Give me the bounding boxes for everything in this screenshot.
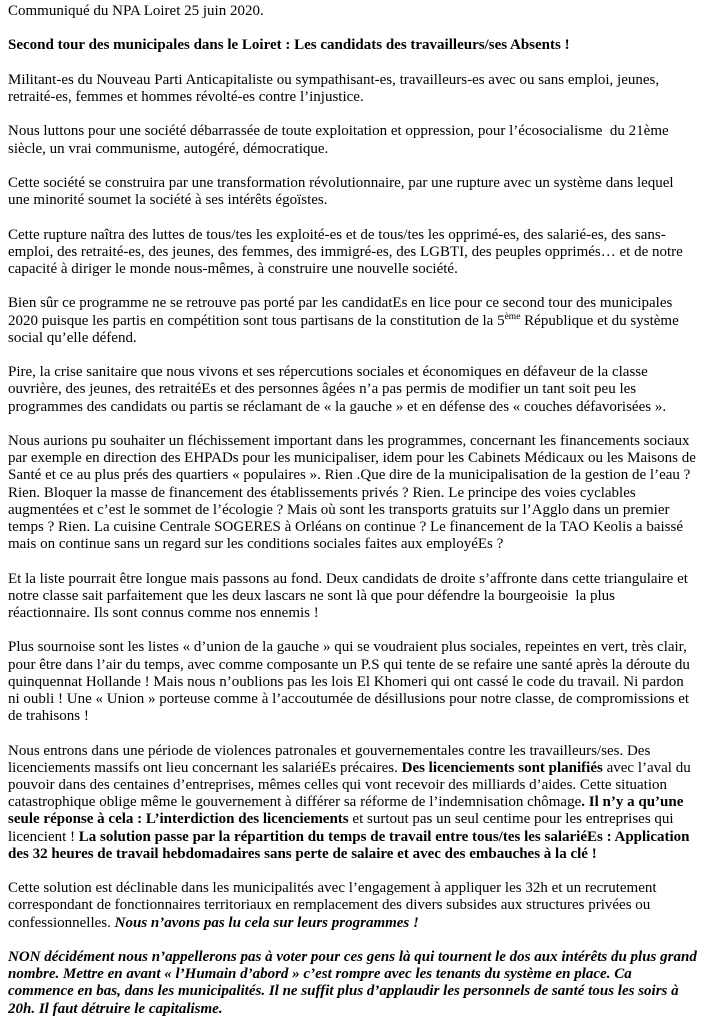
text-run: Des licenciements sont planifiés <box>401 759 603 776</box>
text-run: Nous n’avons pas lu cela sur leurs programmes ! <box>114 914 419 931</box>
text-run: Communiqué du NPA Loiret 25 juin 2020. <box>8 3 264 19</box>
paragraph <box>8 639 697 725</box>
paragraph <box>8 948 701 1018</box>
paragraph <box>8 72 697 106</box>
text-run: Bien sûr ce programme ne se retrouve pas porté par les candidatEs en lice pour ce second tour des municipales 2020 puisque les partis en compétition sont tous partisans de la constitution de la 5 <box>8 295 677 329</box>
paragraph <box>8 880 697 932</box>
text-run: et surtout pas un seul centime pour les entreprises qui licencient ! <box>8 811 678 845</box>
paragraph <box>8 227 697 279</box>
text-run: Nous entrons dans une période de violences patronales et gouvernementales contre les travailleurs/ses. Des licenciements massifs ont lieu concernant les salariéEs précaires. <box>8 742 655 776</box>
text-run: La solution passe par la répartition du temps de travail entre tous/tes les salariéEs : Application des 32 heures de travail hebdomadaires sans perte de salaire et avec des embauches à la clé ! <box>8 828 694 862</box>
text-run: Cette société se construira par une transformation révolutionnaire, par une rupture avec un système dans lequel une minorité soumet la société à ses intérêts égoïstes. <box>8 174 678 209</box>
superscript-text: ème <box>504 311 521 322</box>
text-run: Pire, la crise sanitaire que nous vivons et ses répercutions sociales et économiques en défaveur de la classe ouvrière, des jeunes, des retraitéEs et des personnes âgées n’a pas permis de modifier un tant soit peu les programmes des candidats ou partis se réclamant de « la gauche » et en défense des « couches défavorisées ». <box>8 364 667 415</box>
paragraph <box>8 37 697 54</box>
text-run: Militant-es du Nouveau Parti Anticapitaliste ou sympathisant-es, travailleurs-es avec ou sans emploi, jeunes, retraité-es, femmes et hommes révolté-es contre l’injustice. <box>8 71 663 105</box>
document-body <box>8 3 701 1018</box>
text-run: Cette solution est déclinable dans les municipalités avec l’engagement à appliquer les 32h et un recrutement correspondant de fonctionnaires territoriaux en remplacement des divers subsides aux structures privées ou confessionnelles. <box>8 880 661 931</box>
text-run: . Il n’y a qu’une seule réponse à cela : L’interdiction des licenciements <box>8 794 688 828</box>
paragraph <box>8 295 697 347</box>
text-run: Plus sournoise sont les listes « d’union de la gauche » qui se voudraient plus sociales, repeintes en vert, très clair, pour être dans l’air du temps, avec comme composante un P.S qui tente de se refaire une santé après la déroute du quinquennat Hollande ! Mais nous n’oublions pas les lois El Khomeri qui ont cassé le code du travail. Ni pardon ni oubli ! Une « Union » porteuse comme à l’accoutumée de désillusions pour notre classe, de compromissions et de trahisons ! <box>8 639 694 725</box>
paragraph <box>8 123 697 157</box>
paragraph <box>8 571 697 623</box>
paragraph <box>8 743 697 863</box>
text-run: Nous luttons pour une société débarrassée de toute exploitation et oppression, pour l’écosocialisme du 21ème siècle, un vrai communisme, autogéré, démocratique. <box>8 123 673 157</box>
paragraph <box>8 432 700 553</box>
text-run: République et du système social qu’elle défend. <box>8 312 683 346</box>
text-run: Second tour des municipales dans le Loiret : Les candidats des travailleurs/ses Absents ! <box>8 37 570 54</box>
text-run: avec l’aval du pouvoir dans des centaines d’entreprises, mêmes celles qui vont recevoir des milliards d’aides. Cette situation catastrophique oblige même le gouvernement à différer sa réforme de l’indemnisation chômage <box>8 759 695 811</box>
paragraph <box>8 3 697 20</box>
paragraph <box>8 364 697 416</box>
text-run: Cette rupture naîtra des luttes de tous/tes les exploité-es et de tous/tes les opprimé-es, des salarié-es, des sans-emploi, des retraité-es, des jeunes, des femmes, des immigré-es, des LGBTI, des peuples opprimés… et de notre capacité à diriger le monde nous-mêmes, à construire une nouvelle société. <box>8 226 687 277</box>
text-run: NON décidément nous n’appellerons pas à voter pour ces gens là qui tournent le dos aux intérêts du plus grand nombre. Mettre en avant « l’Humain d’abord » c’est rompre avec les tenants du système en place. Ca commence en bas, dans les municipalités. Il ne suffit plus d’applaudir les personnels de santé tous les soirs à 20h. Il faut détruire le capitalisme. <box>8 948 701 1017</box>
text-run: Et la liste pourrait être longue mais passons au fond. Deux candidats de droite s’affronte dans cette triangulaire et notre classe sait parfaitement que les deux lascars ne sont là que pour défendre la bourgeoisie la plus réactionnaire. Ils sont connus comme nos ennemis ! <box>8 570 692 621</box>
text-run: Nous aurions pu souhaiter un fléchissement important dans les programmes, concernant les financements sociaux par exemple en direction des EHPADs pour les municipaliser, idem pour les Cabinets Médicaux ou les Maisons de Santé et ce au plus prés des quartiers « populaires ». Rien .Que dire de la municipalisation de la gestion de l’eau ? Rien. Bloquer la masse de financement des établissements privés ? Rien. Le principe des voies cyclables augmentées et c’est le sommet de l’écologie ? Mais où sont les transports gratuits sur l’Agglo dans un premier temps ? Rien. La cuisine Centrale SOGERES à Orléans on continue ? Le financement de la TAO Keolis a baissé mais on continue sans un regard sur les conditions sociales faites aux employéEs ? <box>8 432 700 553</box>
paragraph <box>8 175 697 209</box>
